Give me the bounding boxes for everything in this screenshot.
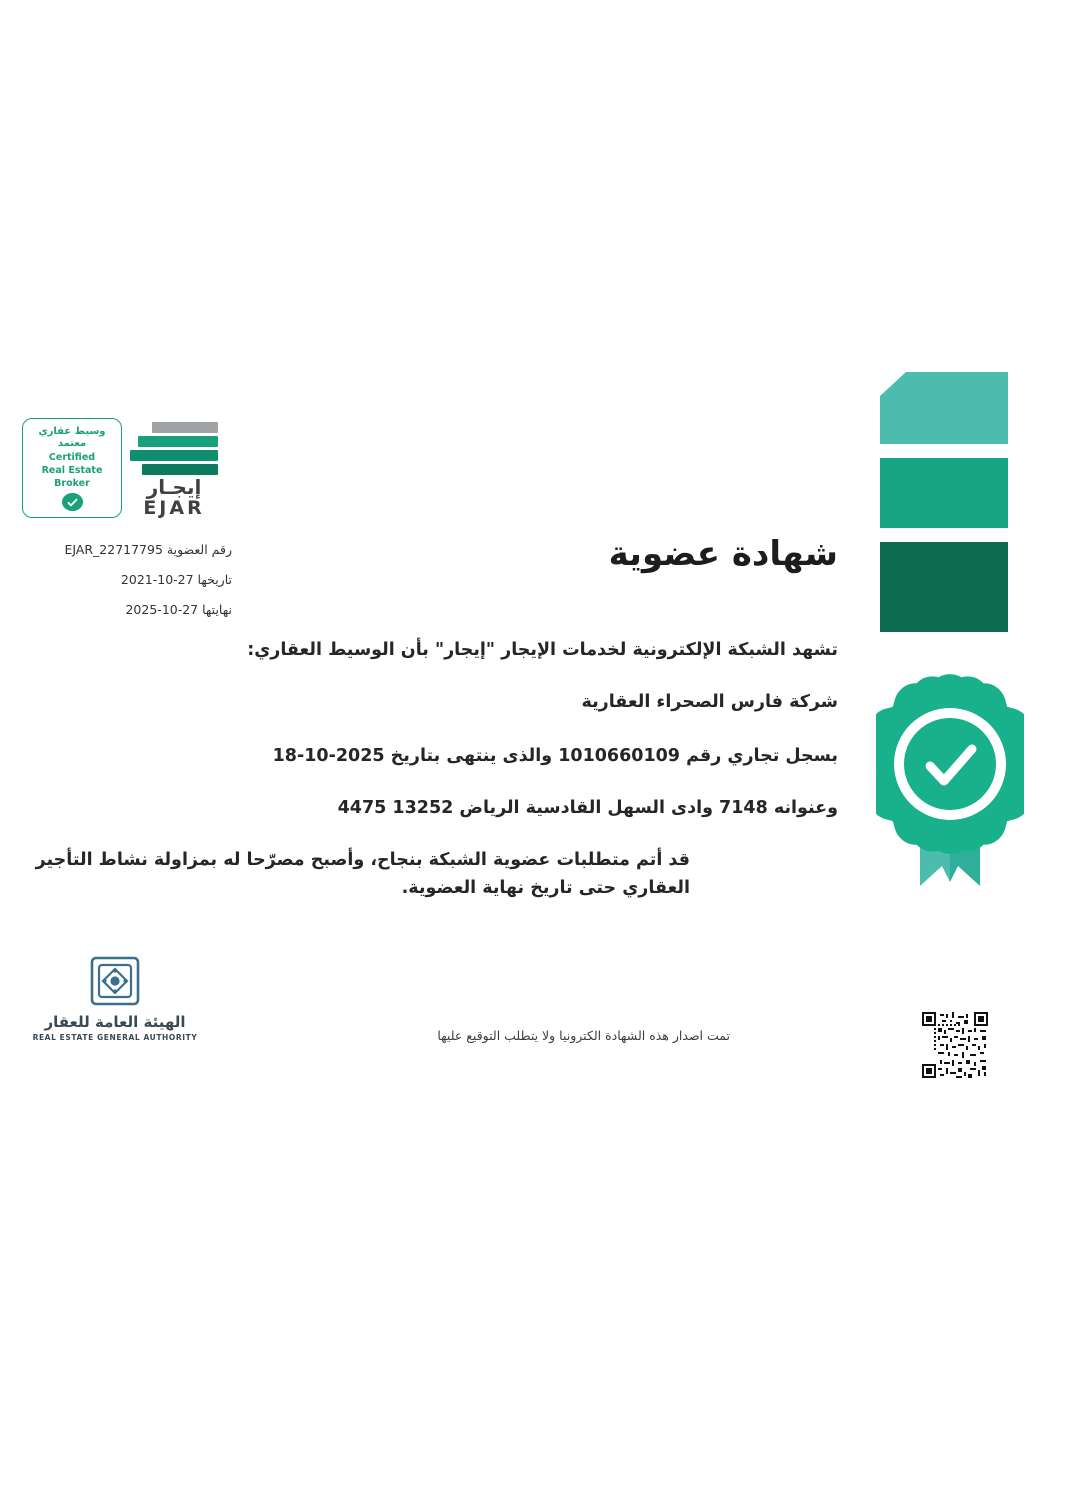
award-seal-icon xyxy=(876,668,1024,908)
broker-name: شركة فارس الصحراء العقارية xyxy=(581,692,838,712)
membership-number: رقم العضوية EJAR_22717795 xyxy=(64,542,232,557)
certified-broker-english-line3: Broker xyxy=(54,478,90,489)
membership-expiry-date: نهايتها 27-10-2025 xyxy=(125,602,232,617)
certified-broker-arabic-line2: معتمد xyxy=(57,438,87,449)
check-circle-icon xyxy=(62,493,83,511)
authority-name-arabic: الهيئة العامة للعقار xyxy=(44,1013,186,1031)
ejar-brand-logo xyxy=(128,418,220,519)
ejar-brand-english: EJAR xyxy=(143,497,205,519)
rega-emblem-icon xyxy=(89,955,141,1007)
ejar-brand-arabic: إيجـار xyxy=(146,475,202,499)
certified-broker-english-line2: Real Estate xyxy=(41,465,103,476)
qr-code xyxy=(922,1012,988,1078)
page-title: شهادة عضوية xyxy=(608,534,838,574)
statement-line: قد أتم متطلبات عضوية الشبكة بنجاح، وأصبح مصرّحا له بمزاولة نشاط التأجير العقاري حتى تاريخ نهاية العضوية. xyxy=(35,850,690,898)
ejar-badge-block xyxy=(22,418,232,625)
certified-broker-seal xyxy=(22,418,122,518)
decorative-ribbon xyxy=(880,372,1008,672)
footer-note: تمت اصدار هذه الشهادة الكترونيا ولا يتطلب التوقيع عليها xyxy=(437,1028,730,1043)
ejar-logo-row xyxy=(22,418,232,519)
lead-statement: تشهد الشبكة الإلكترونية لخدمات الإيجار "إيجار" بأن الوسيط العقاري: xyxy=(247,640,838,660)
certificate-body xyxy=(0,636,838,926)
certified-broker-english-line1: Certified xyxy=(48,452,96,463)
certified-broker-arabic-line1: وسيط عقاري xyxy=(38,426,106,437)
authority-name-english: REAL ESTATE GENERAL AUTHORITY xyxy=(32,1033,198,1042)
ejar-bars-icon xyxy=(130,422,218,474)
registration-line: بسجل تجاري رقم 1010660109 والذى ينتهى بتاريخ 2025-10-18 xyxy=(272,746,838,766)
address-line: وعنوانه 7148 وادى السهل القادسية الرياض 13252 4475 xyxy=(337,798,838,818)
membership-issue-date: تاريخها 27-10-2021 xyxy=(120,572,232,587)
